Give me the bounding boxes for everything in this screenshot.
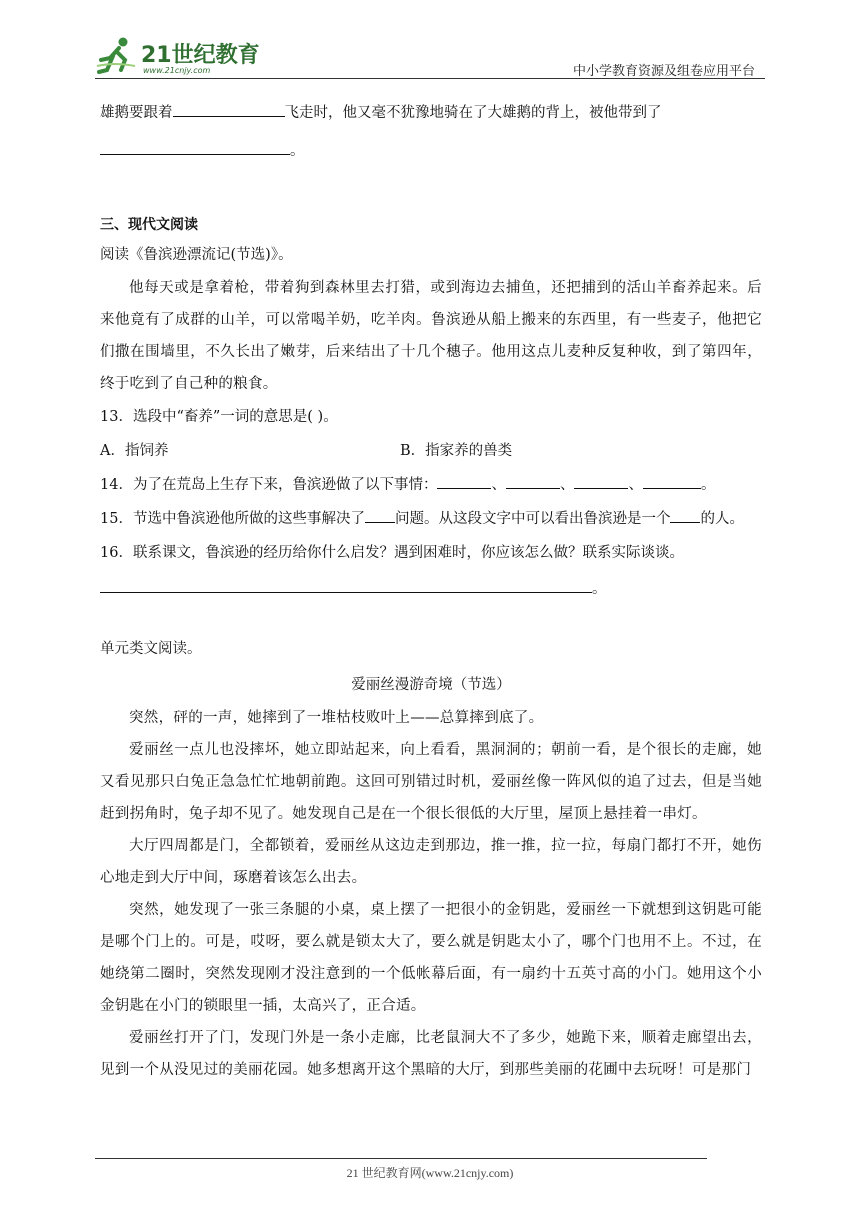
separator: 、	[559, 477, 575, 493]
separator: 、	[491, 477, 506, 493]
site-logo[interactable]	[95, 36, 260, 76]
alice-paragraph-5: 爱丽丝打开了门，发现门外是一条小走廊，比老鼠洞大不了多少，她跪下来，顺着走廊望出去，见到一个从没见过的美丽花园。她多想离开这个黑暗的大厅，到那些美丽的花圃中去玩呀！可是那门	[100, 1030, 762, 1078]
footer-divider	[95, 1158, 707, 1159]
answer-blank[interactable]	[173, 98, 285, 117]
carry-over-line-1	[100, 98, 762, 128]
option-a[interactable]: A．指饲养	[100, 443, 169, 459]
period: 。	[592, 581, 607, 597]
alice-paragraph-2: 爱丽丝一点儿也没摔坏，她立即站起来，向上看看，黑洞洞的；朝前一看，是个很长的走廊，她又看见那只白兔正急急忙忙地朝前跑。这回可别错过时机，爱丽丝像一阵风似的追了过去，但是当她赶到拐角时，兔子却不见了。她发现自己是在一个很长很低的大厅里，屋顶上悬挂着一串灯。	[100, 742, 762, 822]
question-14	[100, 470, 762, 500]
logo-url-text: www.21cnjy.com	[143, 66, 211, 75]
answer-blank[interactable]	[100, 136, 290, 155]
question-16-answer-line	[100, 574, 762, 604]
alice-paragraph-4: 突然，她发现了一张三条腿的小桌，桌上摆了一把很小的金钥匙，爱丽丝一下就想到这钥匙可能是哪个门上的。可是，哎呀，要么就是锁太大了，要么就是钥匙太小了，哪个门也用不上。不过，在她绕第二圈时，突然发现刚才没注意到的一个低帐幕后面，有一扇约十五英寸高的小门。她用这个小金钥匙在小门的锁眼里一插，太高兴了，正合适。	[100, 902, 762, 1014]
answer-blank[interactable]	[365, 504, 395, 523]
passage-title: 爱丽丝漫游奇境（节选）	[351, 677, 511, 693]
question-15-text-b: 问题。从这段文字中可以看出鲁滨逊是一个	[394, 511, 671, 527]
carry-over-pre: 雄鹅要跟着	[100, 105, 173, 121]
answer-blank[interactable]	[506, 470, 560, 489]
logo-text: 21世纪教育	[141, 43, 260, 68]
answer-blank[interactable]	[437, 470, 491, 489]
question-14-text: 14．为了在荒岛上生存下来，鲁滨逊做了以下事情：	[100, 477, 438, 493]
answer-blank[interactable]	[670, 504, 700, 523]
question-15	[100, 504, 762, 534]
answer-blank[interactable]	[643, 470, 701, 489]
alice-paragraph-3: 大厅四周都是门，全都锁着，爱丽丝从这边走到那边，推一推，拉一拉，每扇门都打不开，她伤心地走到大厅中间，琢磨着该怎么出去。	[100, 838, 762, 886]
question-15-text-c: 的人。	[700, 511, 744, 527]
question-13-options	[100, 436, 762, 466]
carry-over-post: 飞走时，他又毫不犹豫地骑在了大雄鹅的背上，被他带到了	[284, 105, 662, 121]
period: 。	[290, 143, 305, 159]
question-16: 16．联系课文，鲁滨逊的经历给你什么启发？遇到困难时，你应该怎么做？联系实际谈谈。	[100, 545, 684, 561]
alice-paragraph-1: 突然，砰的一声，她摔到了一堆枯枝败叶上——总算摔到底了。	[129, 710, 544, 726]
option-b[interactable]: B．指家养的兽类	[400, 443, 513, 459]
carry-over-line-2	[100, 136, 762, 166]
answer-blank[interactable]	[100, 574, 592, 593]
question-13: 13．选段中“畜养”一词的意思是( )。	[100, 409, 338, 425]
runner-logo-icon	[95, 36, 260, 76]
period: 。	[700, 477, 716, 493]
page-footer[interactable]: 21 世纪教育网(www.21cnjy.com)	[346, 1166, 514, 1180]
reading-intro: 阅读《鲁滨逊漂流记(节选)》。	[100, 247, 293, 263]
passage-paragraph: 他每天或是拿着枪，带着狗到森林里去打猎，或到海边去捕鱼，还把捕到的活山羊畜养起来。后来他竟有了成群的山羊，可以常喝羊奶，吃羊肉。鲁滨逊从船上搬来的东西里，有一些麦子，他把它们撒在围墙里，不久长出了嫩芽，后来结出了十几个穗子。他用这点儿麦种反复种收，到了第四年，终于吃到了自己种的粮食。	[100, 280, 762, 392]
unit-reading-intro: 单元类文阅读。	[100, 641, 202, 657]
header-divider	[95, 78, 765, 79]
section-title: 三、现代文阅读	[100, 217, 198, 233]
separator: 、	[628, 477, 643, 493]
answer-blank[interactable]	[574, 470, 628, 489]
platform-label: 中小学教育资源及组卷应用平台	[572, 64, 755, 79]
document-body	[100, 98, 762, 1086]
page-header	[0, 0, 860, 80]
question-15-text-a: 15．节选中鲁滨逊他所做的这些事解决了	[100, 511, 365, 527]
